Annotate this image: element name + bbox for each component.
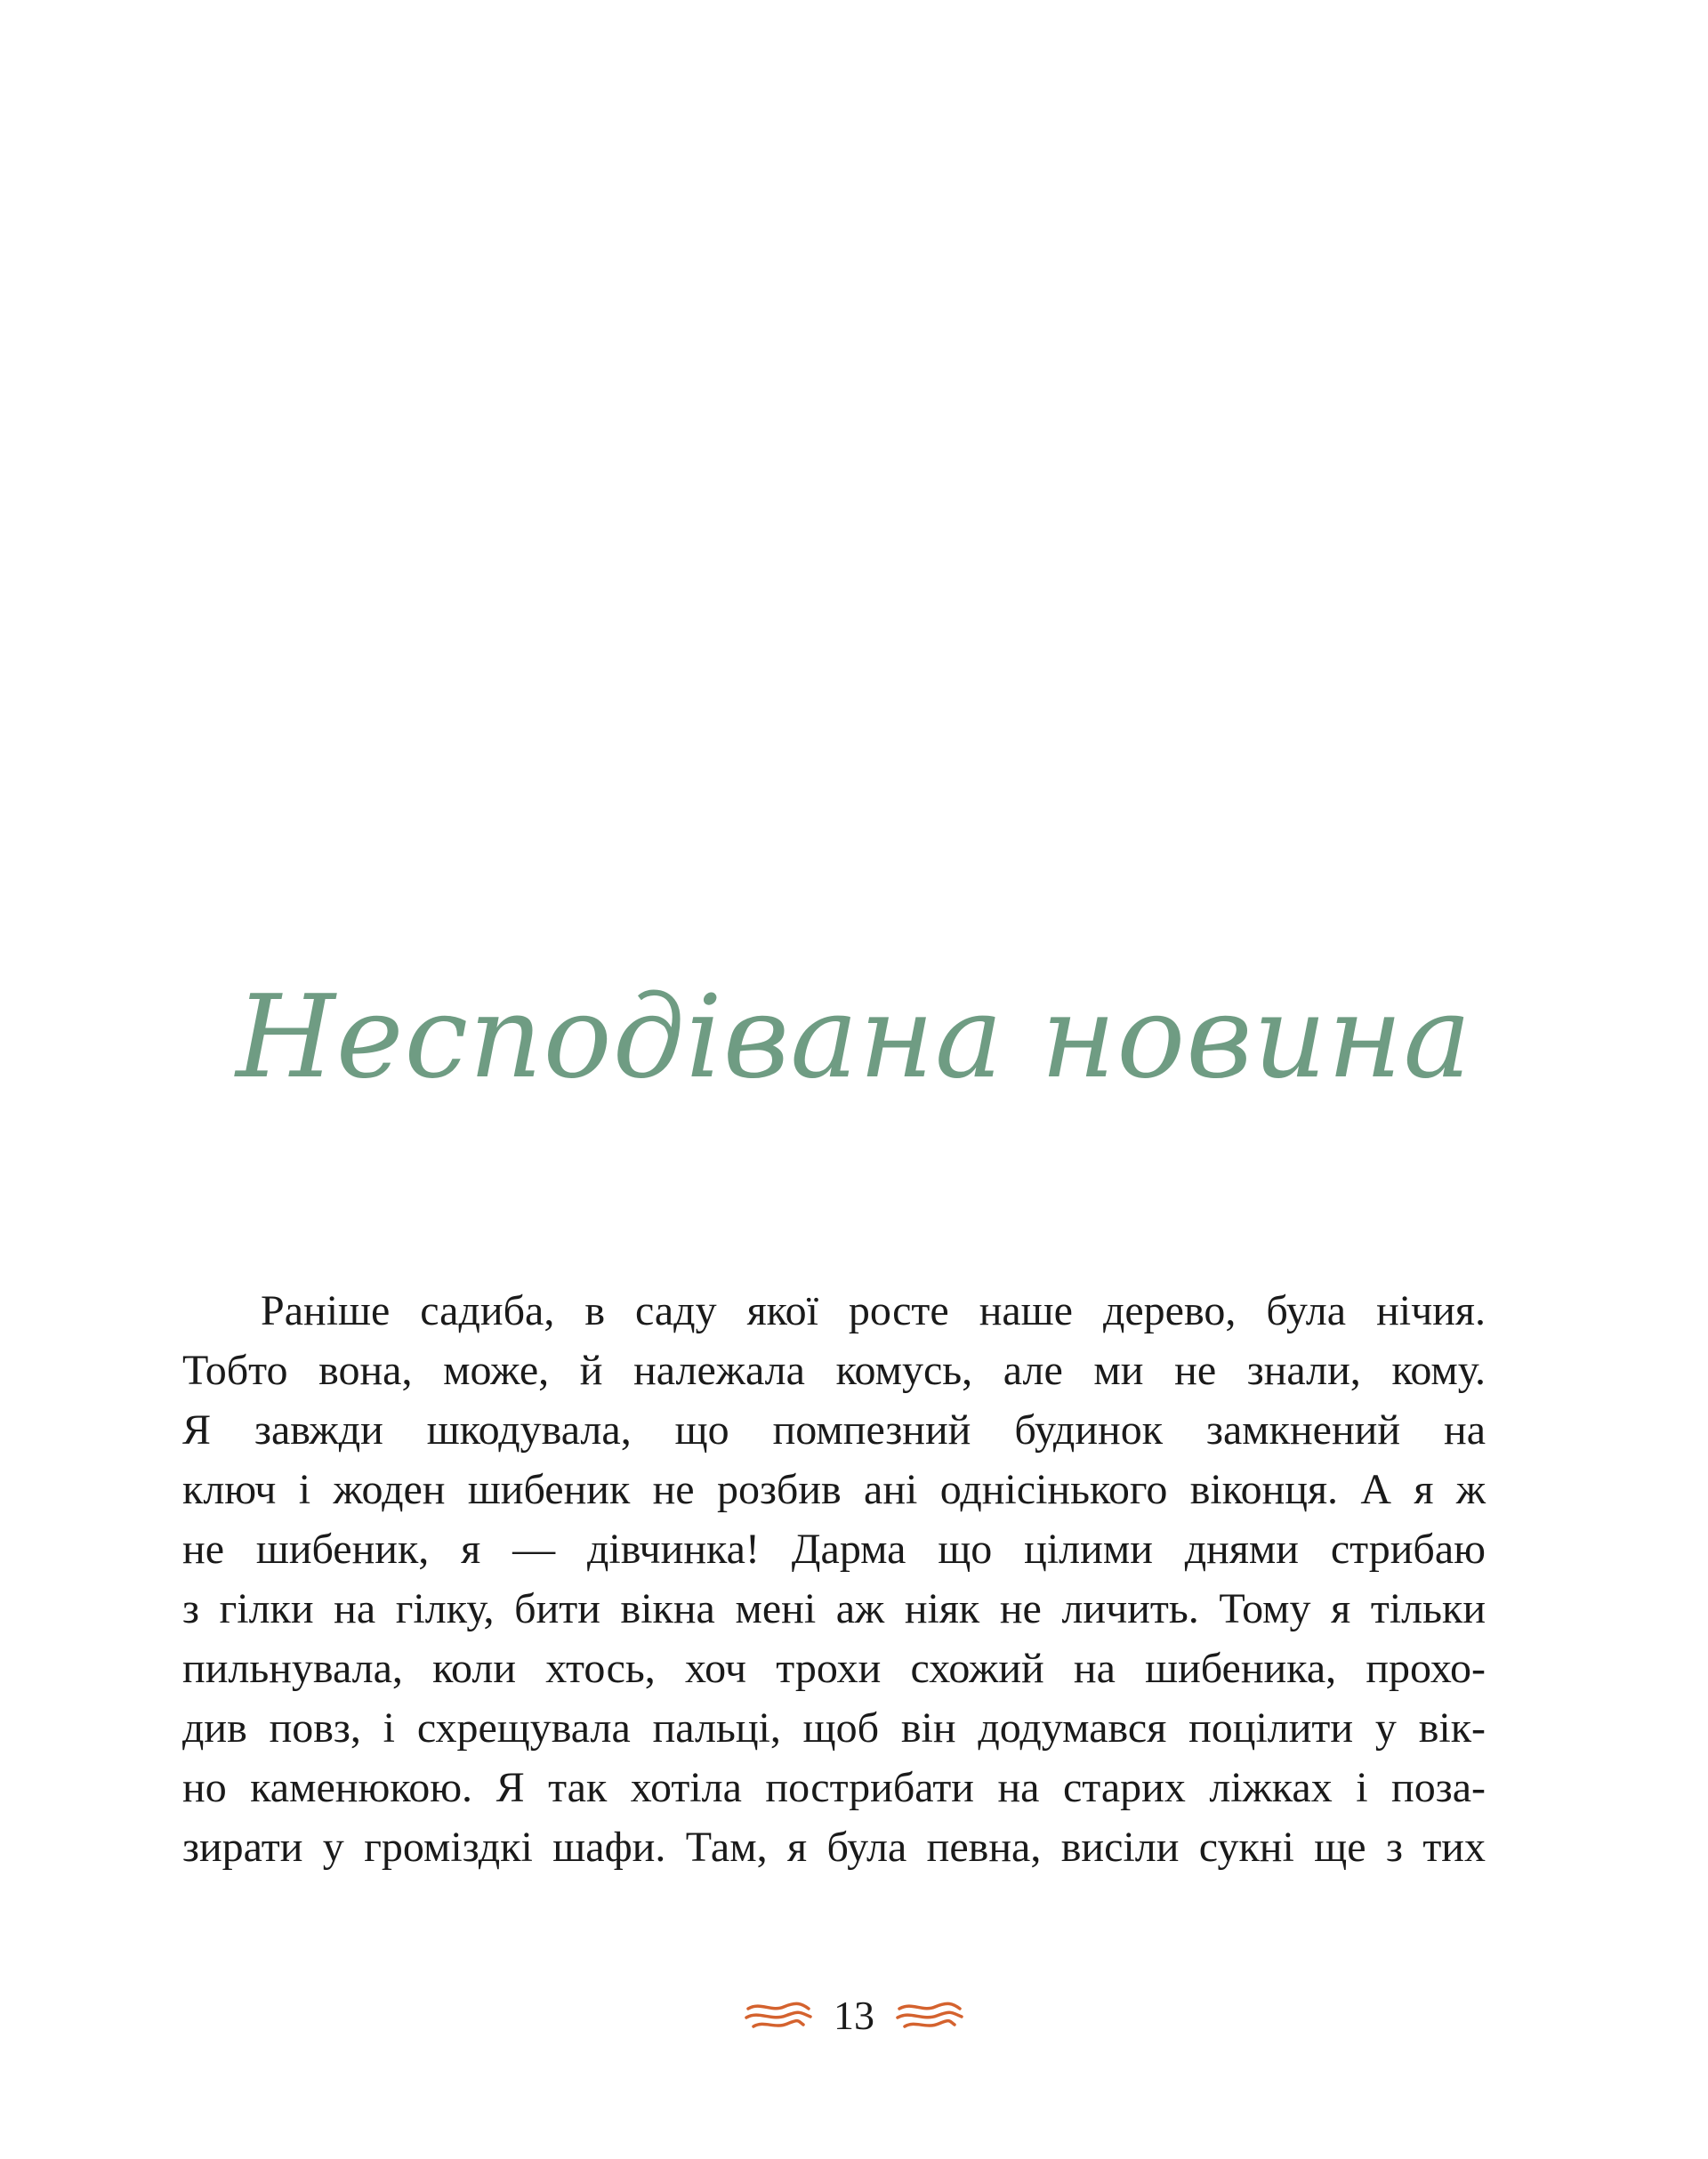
page-footer xyxy=(0,1989,1708,2042)
body-text xyxy=(182,1281,1486,1877)
text-line: ключ і жоден шибеник не розбив ані однісінького віконця. А я ж xyxy=(182,1466,1486,1513)
text-line: Я завжди шкодувала, що помпезний будинок замкнений на xyxy=(182,1406,1486,1454)
text-line: Тобто вона, може, й належала комусь, але ми не знали, кому. xyxy=(182,1347,1486,1394)
wave-ornament-icon xyxy=(745,1998,812,2034)
wave-ornament-icon xyxy=(896,1998,963,2034)
page-number: 13 xyxy=(834,1993,874,2038)
text-line: но каменюкою. Я так хотіла пострибати на старих ліжках і поза- xyxy=(182,1764,1486,1811)
text-line: не шибеник, я — дівчинка! Дарма що цілими днями стрибаю xyxy=(182,1526,1486,1573)
chapter-title: Несподівана новина xyxy=(236,971,1472,1104)
text-line: Раніше садиба, в саду якої росте наше дерево, була нічия. xyxy=(261,1287,1486,1334)
text-line: зирати у громіздкі шафи. Там, я була певна, висіли сукні ще з тих xyxy=(182,1824,1486,1871)
text-line: див повз, і схрещувала пальці, щоб він додумався поцілити у вік- xyxy=(182,1704,1486,1752)
text-line: пильнувала, коли хтось, хоч трохи схожий на шибеника, прохо- xyxy=(182,1645,1486,1692)
text-line: з гілки на гілку, бити вікна мені аж ніяк не личить. Тому я тільки xyxy=(182,1585,1486,1632)
